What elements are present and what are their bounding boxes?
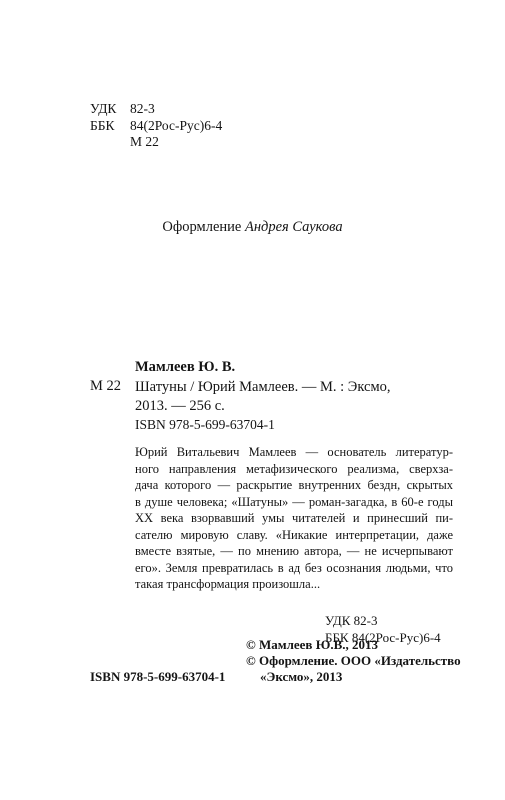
design-credit [0, 219, 505, 236]
copyright-line: «Эксмо», 2013 [260, 669, 343, 684]
udk-value: 82-3 [130, 101, 155, 116]
udk-label: УДК [90, 101, 117, 116]
bibliographic-description [135, 378, 391, 416]
udk-bottom: УДК 82-3 [325, 613, 378, 628]
annotation-line: ного направления метафизического реализма, сверхза- [135, 461, 453, 476]
author-mark-row [90, 134, 222, 151]
bibliographic-description-line: Шатуны / Юрий Мамлеев. — М. : Эксмо, [135, 379, 391, 395]
design-credit-prefix: Оформление [162, 219, 242, 235]
bbk-label: ББК [90, 117, 115, 133]
annotation-line: вместе взятые, — по мнению автора, — не исчерпывают [135, 544, 453, 558]
bibliographic-author: Мамлеев Ю. В. [135, 359, 236, 375]
annotation [135, 444, 453, 593]
annotation-line: сателю мировую славу. «Никакие интерпретации, даже [135, 527, 453, 542]
bibliographic-isbn: ISBN 978-5-699-63704-1 [135, 417, 275, 432]
design-credit-designer: Андрея Саукова [244, 219, 343, 235]
bibliographic-code: М 22 [90, 378, 122, 394]
annotation-line: дача которого — раскрытие внутренних бездн, скрытых [135, 478, 453, 492]
bbk-row [90, 118, 222, 135]
annotation-line: его». Земля превратилась в ад без осознания людьми, что [135, 560, 453, 575]
classification-top [90, 101, 222, 151]
annotation-line: такая трансформация произошла... [135, 577, 321, 591]
annotation-line: в душе человека; «Шатуны» — роман-загадка, в 60-е годы [135, 494, 453, 509]
annotation-line: Юрий Витальевич Мамлеев — основатель литератур- [135, 445, 453, 459]
isbn-bottom: ISBN 978-5-699-63704-1 [90, 669, 226, 684]
copyright-block [246, 637, 461, 685]
author-mark: М 22 [130, 134, 159, 149]
bibliographic-description-line: 2013. — 256 с. [135, 398, 225, 414]
bbk-bottom: ББК 84(2Рос-Рус)6-4 [325, 630, 441, 645]
udk-row [90, 101, 222, 118]
bbk-value: 84(2Рос-Рус)6-4 [130, 117, 223, 133]
annotation-line: XX века взорвавший умы читателей и принесший пи- [135, 511, 453, 525]
copyright-line: © Оформление. ООО «Издательство [246, 653, 461, 668]
copyright-line: © Мамлеев Ю.В., 2013 [246, 637, 378, 652]
